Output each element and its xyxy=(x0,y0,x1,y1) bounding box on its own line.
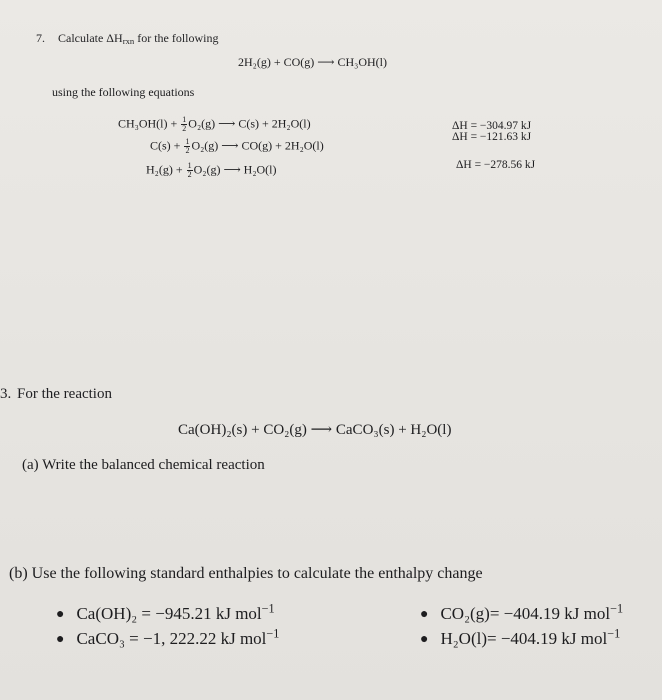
half-fraction: $\frac{1}{2}$ xyxy=(187,161,192,179)
enthalpy-2: ΔH = −121.63 kJ xyxy=(452,131,532,143)
reaction-equation: Ca(OH)₂(s) + CO₂(g) ⟶ CaCO₃(s) + H₂O(l) xyxy=(178,422,452,438)
bullet-icon: ● xyxy=(420,632,429,647)
target-equation: 2H₂(g) + CO(g) ⟶ CH₃OH(l) xyxy=(238,55,387,69)
using-equations-text: using the following equations xyxy=(52,85,195,99)
species: CaCO₃ xyxy=(76,629,125,648)
bullet-icon: ● xyxy=(56,607,65,622)
half-fraction: $\frac{1}{2}$ xyxy=(185,137,190,155)
enthalpy-list-item xyxy=(420,601,624,624)
equation-1-left: CH₃OH(l) + xyxy=(118,116,181,131)
part-b-prompt: (b) Use the following standard enthalpies to calculate the enthalpy change xyxy=(9,565,483,582)
given-equation-2 xyxy=(150,138,324,155)
unit-exponent: −1 xyxy=(610,601,624,616)
given-equation-1 xyxy=(118,116,311,133)
given-equation-3 xyxy=(146,162,277,179)
equation-2-right: O₂(g) ⟶ CO(g) + 2H₂O(l) xyxy=(191,138,324,153)
unit-exponent: −1 xyxy=(266,626,280,641)
enthalpy-list-item xyxy=(56,626,280,649)
equation-3-right: O₂(g) ⟶ H₂O(l) xyxy=(193,162,277,177)
enthalpy-1: ΔH = −304.97 kJ xyxy=(452,120,532,132)
enthalpy-value: = −945.21 kJ mol xyxy=(137,604,262,623)
part-a-prompt: (a) Write the balanced chemical reaction xyxy=(22,457,265,473)
equation-1-right: O₂(g) ⟶ C(s) + 2H₂O(l) xyxy=(188,116,311,131)
species: CO₂(g) xyxy=(440,604,490,623)
enthalpy-value: = −1, 222.22 kJ mol xyxy=(124,629,267,648)
species: Ca(OH)₂ xyxy=(76,604,138,623)
problem-7-number: 7. xyxy=(36,31,45,45)
problem-8-label: For the reaction xyxy=(17,386,112,402)
unit-exponent: −1 xyxy=(607,626,621,641)
half-fraction: $\frac{1}{2}$ xyxy=(182,115,187,133)
problem-7-title xyxy=(58,31,219,46)
problem-7-title-subscript: rxn xyxy=(122,36,135,47)
problem-8-number: 3. xyxy=(0,386,12,402)
problem-7-title-tail: for the following xyxy=(137,31,219,45)
enthalpy-value: = −404.19 kJ mol xyxy=(489,604,611,623)
enthalpy-list-item xyxy=(56,601,275,624)
equation-2-left: C(s) + xyxy=(150,138,184,153)
species: H₂O(l) xyxy=(440,629,487,648)
problem-7-title-text: Calculate ΔH xyxy=(58,31,123,45)
enthalpy-value: = −404.19 kJ mol xyxy=(487,629,608,648)
unit-exponent: −1 xyxy=(261,601,275,616)
enthalpy-list-item xyxy=(420,626,621,649)
enthalpy-3: ΔH = −278.56 kJ xyxy=(456,159,536,171)
equation-3-left: H₂(g) + xyxy=(146,162,186,177)
bullet-icon: ● xyxy=(420,607,429,622)
bullet-icon: ● xyxy=(56,632,65,647)
